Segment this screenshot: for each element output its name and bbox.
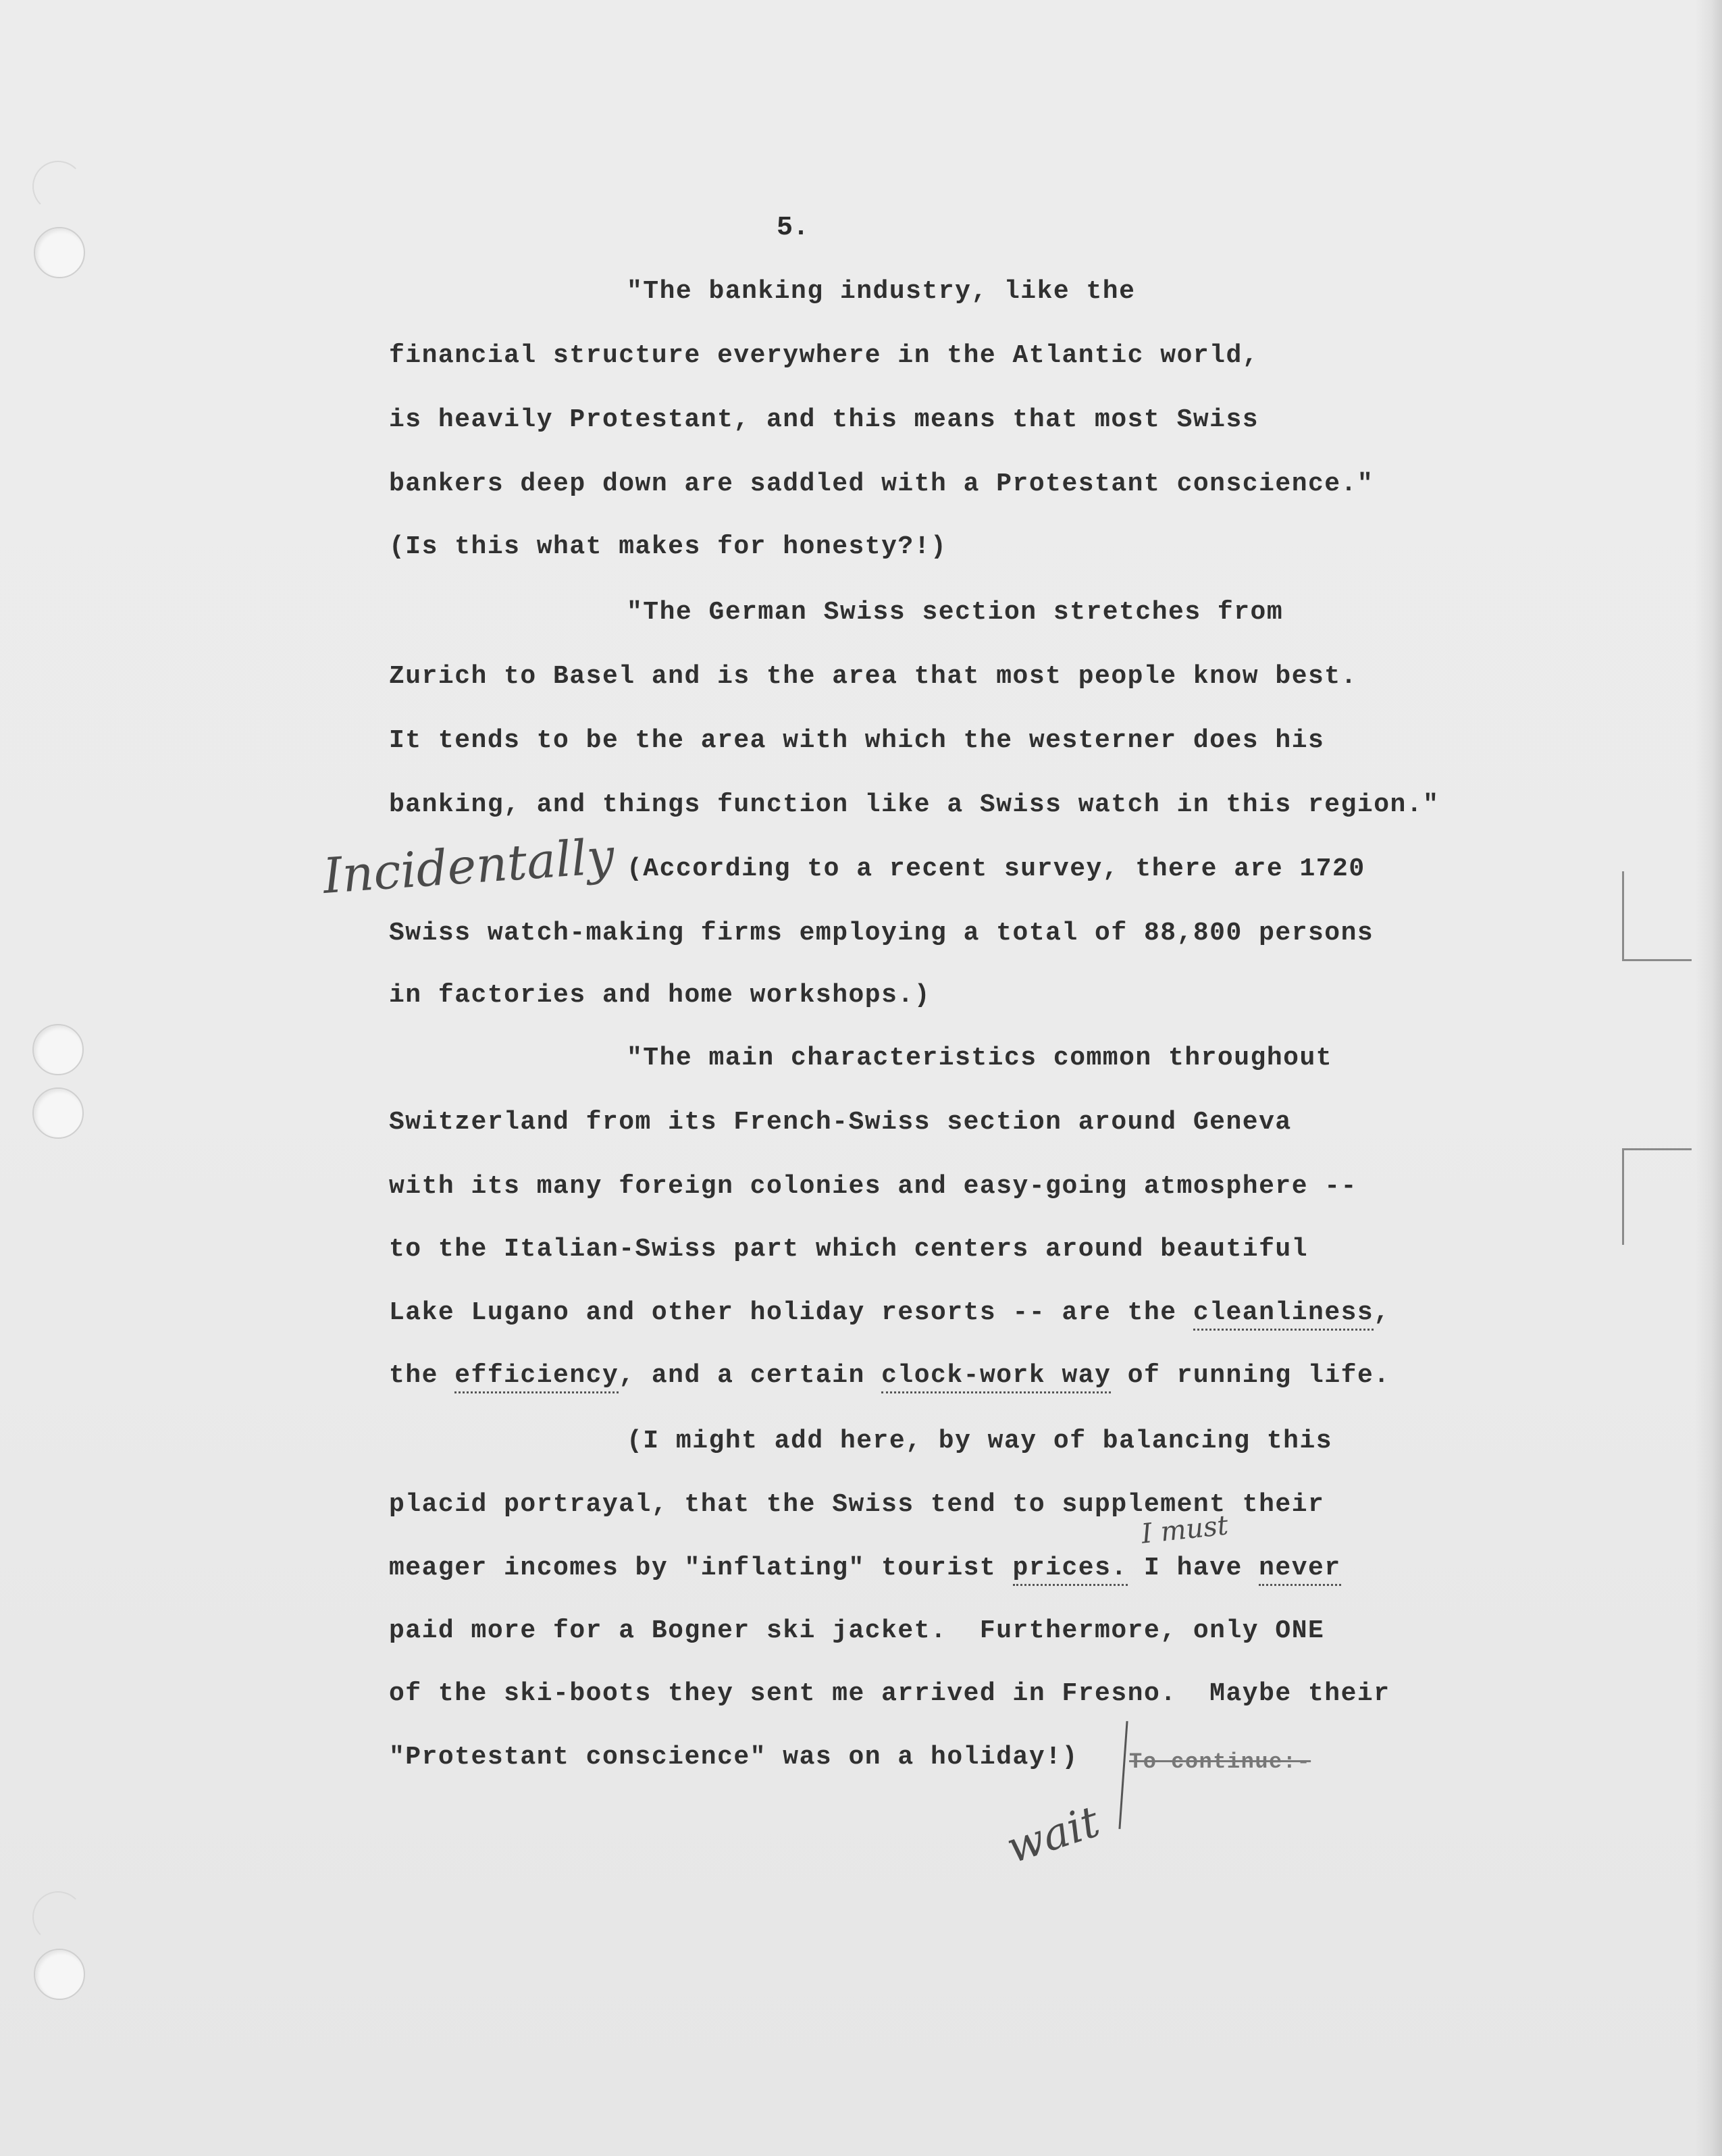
page-edge-shadow (1695, 0, 1722, 2156)
text-line: "The banking industry, like the (627, 277, 1136, 306)
text-line: (According to a recent survey, there are 1720 (627, 854, 1365, 883)
text-line: Switzerland from its French-Swiss section around Geneva (389, 1108, 1292, 1137)
text-line (389, 1361, 1390, 1390)
text-line: financial structure everywhere in the Atlantic world, (389, 341, 1259, 370)
handwritten-divider-stroke (1118, 1721, 1128, 1829)
text-segment: , and a certain (619, 1361, 882, 1390)
text-line: It tends to be the area with which the westerner does his (389, 726, 1325, 755)
handwritten-insertion: I must (1139, 1510, 1230, 1550)
underlined-word: cleanliness (1193, 1298, 1374, 1331)
edge-tab-mark (1622, 1148, 1692, 1245)
page-number: 5. (777, 213, 810, 243)
text-line: Swiss watch-making firms employing a total of 88,800 persons (389, 919, 1374, 948)
text-line: is heavily Protestant, and this means that most Swiss (389, 405, 1259, 434)
text-segment: Lake Lugano and other holiday resorts -- are the (389, 1298, 1193, 1327)
underlined-phrase: clock-work way (881, 1361, 1111, 1393)
handwritten-margin-note: Incidentally (321, 827, 617, 904)
text-segment: of running life. (1111, 1361, 1390, 1390)
text-segment: the (389, 1361, 455, 1390)
edge-tab-mark (1622, 871, 1692, 961)
text-line (389, 1554, 1341, 1583)
text-segment: meager incomes by "inflating" tourist (389, 1554, 1013, 1583)
binder-hole (32, 1024, 84, 1075)
binder-hole (34, 227, 85, 278)
text-line (389, 1298, 1390, 1327)
faint-binder-hole (32, 161, 84, 212)
text-segment: I have (1127, 1554, 1259, 1583)
underlined-word: never (1259, 1554, 1341, 1586)
text-line: of the ski-boots they sent me arrived in Fresno. Maybe their (389, 1679, 1390, 1708)
text-line: "The main characteristics common throughout (627, 1044, 1333, 1073)
faint-binder-hole (32, 1891, 84, 1943)
text-line: paid more for a Bogner ski jacket. Furthermore, only ONE (389, 1616, 1325, 1645)
text-line: placid portrayal, that the Swiss tend to supplement their (389, 1490, 1325, 1519)
text-line: bankers deep down are saddled with a Protestant conscience." (389, 469, 1374, 498)
text-line: (I might add here, by way of balancing this (627, 1427, 1333, 1456)
text-line: "Protestant conscience" was on a holiday!) (389, 1743, 1078, 1772)
text-line: Zurich to Basel and is the area that most people know best. (389, 662, 1357, 691)
text-segment: , (1374, 1298, 1390, 1327)
text-line: with its many foreign colonies and easy-going atmosphere -- (389, 1172, 1357, 1201)
binder-hole (32, 1087, 84, 1139)
underlined-word: efficiency (454, 1361, 619, 1393)
text-line: banking, and things function like a Swiss watch in this region." (389, 790, 1440, 819)
text-line: in factories and home workshops.) (389, 981, 931, 1010)
text-line: (Is this what makes for honesty?!) (389, 532, 947, 561)
handwritten-bottom-note: wait (1000, 1797, 1106, 1874)
text-line: "The German Swiss section stretches from (627, 598, 1284, 627)
underlined-word: prices. (1013, 1554, 1128, 1586)
struck-out-text: To continue:- (1129, 1749, 1311, 1774)
text-line: to the Italian-Swiss part which centers around beautiful (389, 1235, 1309, 1264)
binder-hole (34, 1949, 85, 2000)
